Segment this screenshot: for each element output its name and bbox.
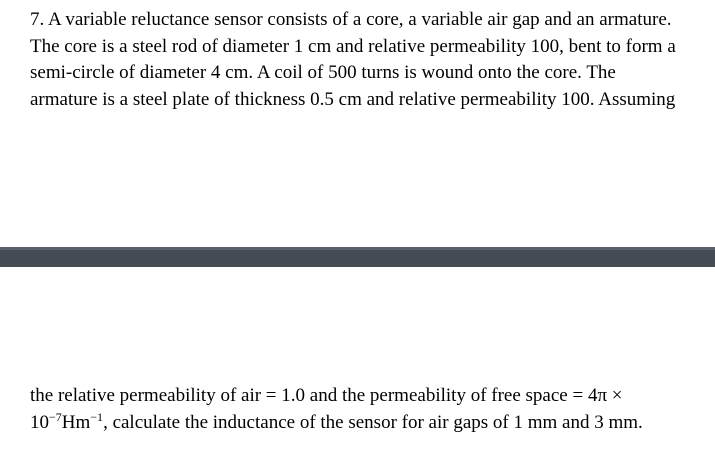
text-rest: , calculate the inductance of the sensor for air gaps of 1 mm and 3 mm. [103, 411, 643, 433]
text-line-with-exponents [30, 410, 643, 437]
text-line: armature is a steel plate of thickness 0.5 cm and relative permeability 100. Assuming [30, 88, 676, 110]
exponent: −7 [49, 409, 62, 424]
text-line: the relative permeability of air = 1.0 and the permeability of free space = 4π × [30, 385, 623, 406]
unit-text: Hm [61, 411, 91, 433]
text-line: semi-circle of diameter 4 cm. A coil of 500 turns is wound onto the core. The [30, 62, 616, 83]
text-line: 7. A variable reluctance sensor consists of a core, a variable air gap and an armature. [30, 9, 672, 30]
exponent-base: 10 [30, 411, 49, 433]
separator-highlight [0, 247, 715, 250]
page-separator-bar [0, 247, 715, 267]
text-line: The core is a steel rod of diameter 1 cm and relative permeability 100, bent to form a [30, 35, 676, 57]
question-text-bottom [30, 383, 643, 436]
exponent: −1 [90, 409, 104, 424]
question-text-top [30, 7, 676, 113]
